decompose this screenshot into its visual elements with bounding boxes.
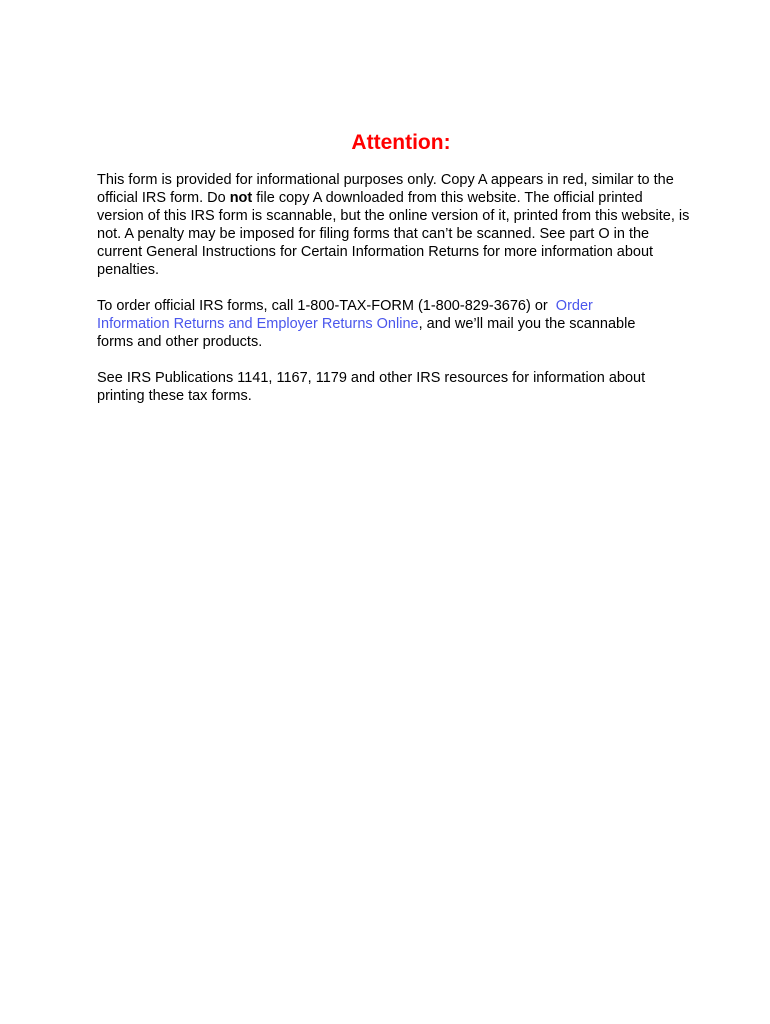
- text-line: [97, 189, 689, 207]
- text-run: version of this IRS form is scannable, but the online version of it, printed from this website, is: [97, 208, 690, 224]
- text-line: [97, 315, 689, 333]
- text-line: [97, 243, 689, 261]
- document-body: [97, 171, 689, 423]
- text-run: To order official IRS forms, call 1-800-TAX-FORM (1-800-829-3676) or: [97, 298, 556, 314]
- bold-text-run: not: [229, 190, 253, 206]
- publications-note-paragraph: [97, 369, 689, 405]
- text-run: current General Instructions for Certain Information Returns for more information about: [97, 244, 654, 260]
- text-run: , and we’ll mail you the scannable: [418, 316, 636, 332]
- text-run: forms and other products.: [97, 334, 263, 350]
- text-run: file copy A downloaded from this website. The official printed: [252, 190, 643, 206]
- text-run: penalties.: [97, 262, 160, 278]
- text-line: [97, 171, 689, 189]
- order-forms-paragraph: [97, 297, 689, 351]
- order-information-returns-link[interactable]: Order: [555, 298, 593, 314]
- text-line: [97, 297, 689, 315]
- text-run: printing these tax forms.: [97, 388, 252, 404]
- text-line: [97, 369, 689, 387]
- text-run: not. A penalty may be imposed for filing forms that can’t be scanned. See part O in the: [97, 226, 650, 242]
- text-line: [97, 333, 689, 351]
- text-line: [97, 261, 689, 279]
- text-run: See IRS Publications 1141, 1167, 1179 and other IRS resources for information about: [97, 370, 646, 386]
- attention-heading: Attention:: [351, 131, 451, 154]
- text-run: This form is provided for informational purposes only. Copy A appears in red, similar to the: [97, 172, 674, 188]
- text-run: official IRS form. Do: [97, 190, 230, 206]
- text-line: [97, 387, 689, 405]
- informational-notice-paragraph: [97, 171, 689, 279]
- text-line: [97, 225, 689, 243]
- text-line: [97, 207, 689, 225]
- order-information-returns-link[interactable]: Information Returns and Employer Returns Online: [97, 316, 419, 332]
